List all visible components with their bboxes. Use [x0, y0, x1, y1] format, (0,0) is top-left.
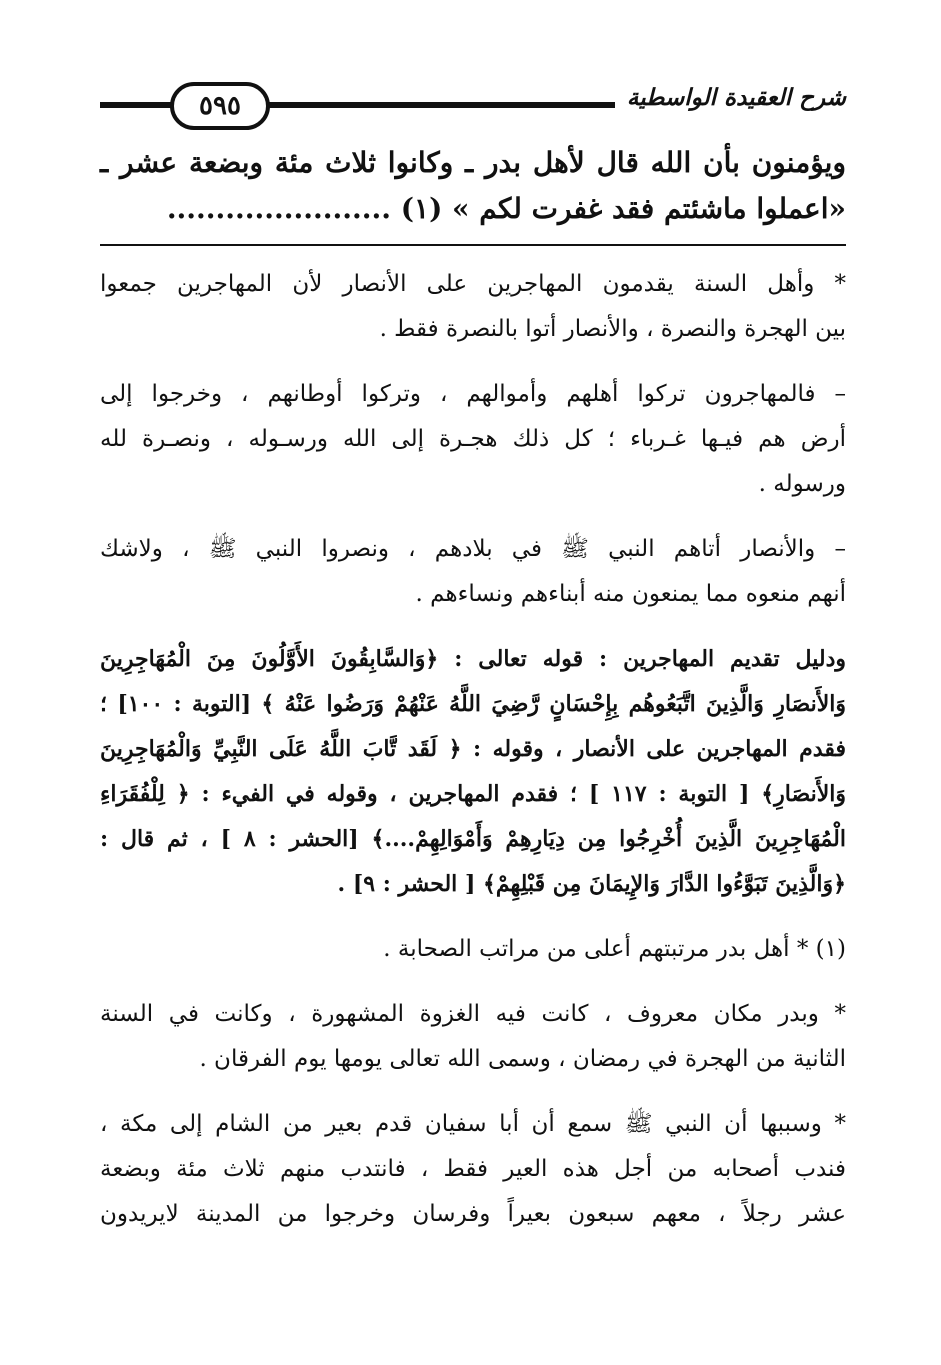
- page-number: ٥٩٥: [170, 82, 270, 130]
- book-title: شرح العقيدة الواسطية: [615, 84, 846, 111]
- text-line: عشر رجلاً ، معهم سبعون بعيراً وفرسان وخرجوا من المدينة لايريدون: [100, 1201, 846, 1227]
- paragraph: [100, 992, 846, 1082]
- text-line: (١) * أهل بدر مرتبتهم أعلى من مراتب الصحابة .: [383, 936, 846, 962]
- text-line: * وأهل السنة يقدمون المهاجرين على الأنصار لأن المهاجرين جمعوا: [100, 271, 846, 297]
- commentary-body: [100, 262, 846, 1257]
- text-line: وَالأَنصَارِ﴾ [ التوبة : ١١٧ ] ؛ فقدم المهاجرين ، وقوله في الفيء : ﴿ لِلْفُقَرَاءِ: [100, 781, 846, 807]
- text-line: فقدم المهاجرين على الأنصار ، وقوله : ﴿ لَقَد تَّابَ اللَّهُ عَلَى النَّبِيِّ وَالْمُهَاجِرِينَ: [100, 736, 846, 762]
- matn-separator: [100, 244, 846, 246]
- text-line: ودليل تقديم المهاجرين : قوله تعالى : ﴿وَالسَّابِقُونَ الأَوَّلُونَ مِنَ الْمُهَاجِرِينَ: [100, 646, 846, 672]
- text-line: أرض هم فيـها غـرباء ؛ كل ذلك هجـرة إلى الله ورسـوله ، ونصـرة لله: [100, 426, 846, 452]
- paragraph: [100, 1102, 846, 1237]
- text-line: أنهم منعوه مما يمنعون منه أبناءهم ونساءهم .: [415, 581, 846, 607]
- text-line: وَالأَنصَارِ وَالَّذِينَ اتَّبَعُوهُم بِإِحْسَانٍ رَّضِيَ اللَّهُ عَنْهُمْ وَرَضُوا عَنْهُ ﴾ [التوبة : ١٠٠] ؛: [100, 691, 846, 717]
- text-line: * وسببها أن النبي ﷺ سمع أن أبا سفيان قدم بعير من الشام إلى مكة ،: [100, 1111, 846, 1137]
- paragraph: [100, 372, 846, 507]
- text-line: ورسوله .: [758, 471, 846, 497]
- text-line: الْمُهَاجِرِينَ الَّذِينَ أُخْرِجُوا مِن دِيَارِهِمْ وَأَمْوَالِهِمْ....﴾ [الحشر : ٨ ] ، ثم قال :: [100, 826, 846, 852]
- text-line: بين الهجرة والنصرة ، والأنصار أتوا بالنصرة فقط .: [379, 316, 846, 342]
- page-header: [100, 78, 846, 128]
- text-line: – فالمهاجرون تركوا أهلهم وأموالهم ، وتركوا أوطانهم ، وخرجوا إلى: [100, 381, 846, 407]
- footnote-paragraph: [100, 927, 846, 972]
- paragraph: [100, 262, 846, 352]
- paragraph: [100, 527, 846, 617]
- matn-text: [100, 140, 846, 232]
- text-line: ﴿وَالَّذِينَ تَبَوَّءُوا الدَّارَ وَالإِيمَانَ مِن قَبْلِهِمْ﴾ [ الحشر : ٩] .: [337, 871, 846, 897]
- text-line: فندب أصحابه من أجل هذه العير فقط ، فانتدب منهم ثلاث مئة وبضعة: [100, 1156, 846, 1182]
- matn-line: «اعملوا ماشئتم فقد غفرت لكم » (١) .......................: [166, 192, 846, 225]
- paragraph-quran-evidence: [100, 637, 846, 907]
- matn-line: ويؤمنون بأن الله قال لأهل بدر ـ وكانوا ثلاث مئة وبضعة عشر ـ: [100, 146, 846, 179]
- text-line: الثانية من الهجرة في رمضان ، وسمى الله تعالى يومها يوم الفرقان .: [199, 1046, 846, 1072]
- text-line: – والأنصار أتاهم النبي ﷺ في بلادهم ، ونصروا النبي ﷺ ، ولاشك: [100, 536, 846, 562]
- text-line: * وبدر مكان معروف ، كانت فيه الغزوة المشهورة ، وكانت في السنة: [100, 1001, 846, 1027]
